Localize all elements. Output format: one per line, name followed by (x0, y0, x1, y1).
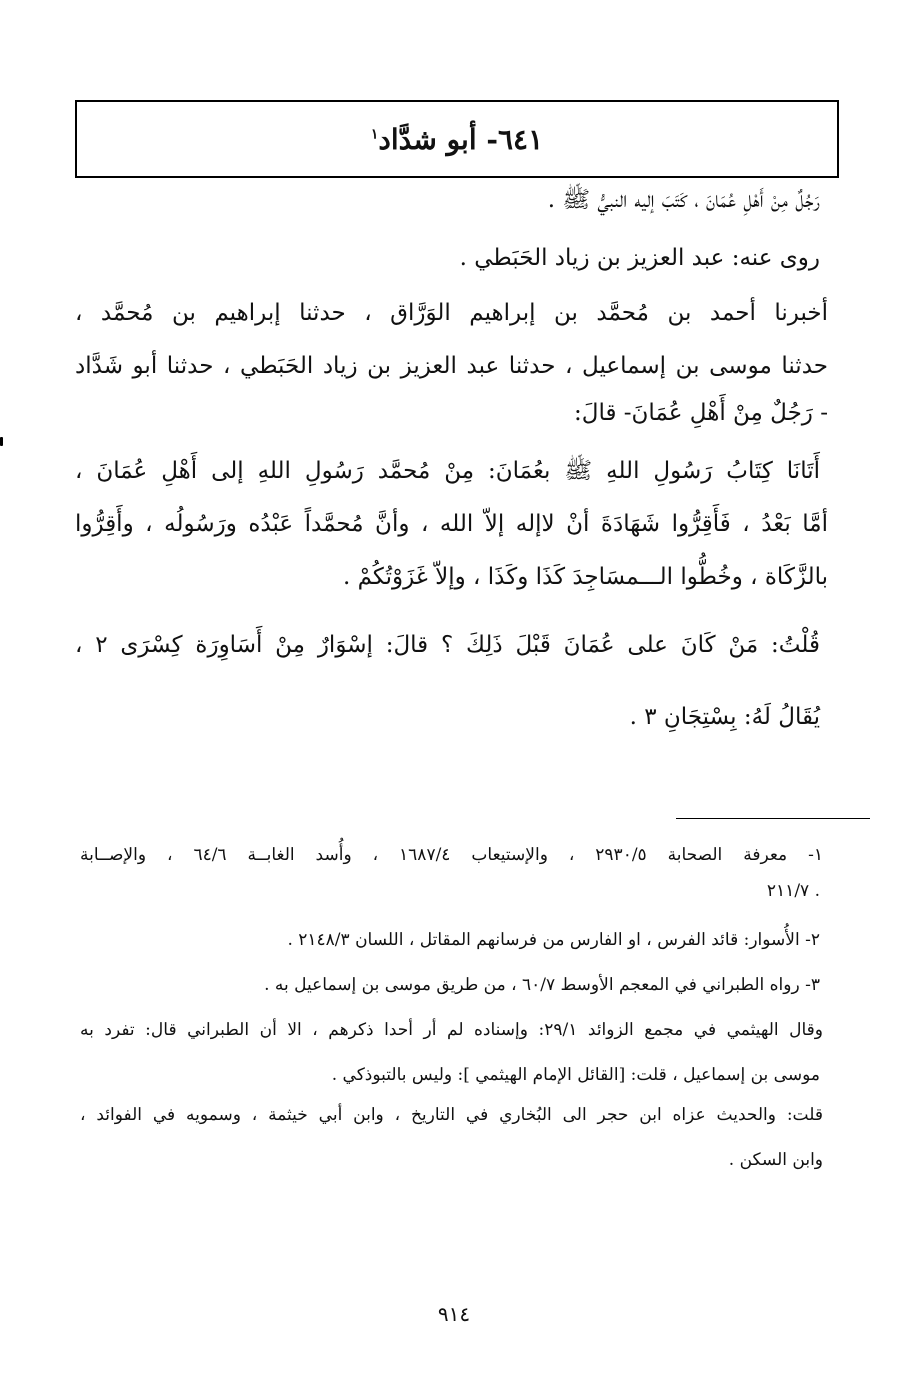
page-number: ٩١٤ (437, 1302, 471, 1326)
title-footnote-mark: ١ (370, 126, 379, 143)
footnote-line: . ٢١١/٧ (766, 881, 820, 901)
body-line: رَجُلٌ مِنْ أَهْلِ عُمَانَ ، كَتَبَ إليه النبيُّ ﷺ . (547, 187, 820, 213)
body-line: روى عنه: عبد العزيز بن زياد الحَبَطي . (459, 245, 820, 271)
body-line: يُقَالُ لَهُ: بِسْتِجَانِ ٣ . (629, 704, 820, 730)
footnote-divider (676, 818, 870, 819)
footnote-line: ٢- الأُسوار: قائد الفرس ، او الفارس من فرسانهم المقاتل ، اللسان ٢١٤٨/٣ . (287, 930, 820, 950)
body-line: بالزَّكَاة ، وخُطُّوا الـــمسَاجِدَ كَذَا وكَذَا ، وإلاّ غَزَوْتُكُمْ . (342, 564, 828, 590)
scan-edge-mark (0, 437, 3, 446)
body-line: قُلْتُ: مَنْ كَانَ على عُمَانَ قَبْلَ ذَلِكَ ؟ قالَ: إسْوَارٌ مِنْ أَسَاوِرَة كِسْرَى ٢ ، (75, 632, 820, 658)
entry-title (371, 123, 543, 156)
body-line: أمَّا بَعْدُ ، فَأَقِرُّوا شَهَادَةَ أنْ لاإله إلاّ الله ، وأنَّ مُحمَّداً عَبْدُه ورَسُولُه ، وأَقِرُّوا (75, 511, 828, 537)
footnote-line: قلت: والحديث عزاه ابن حجر الى البُخاري في التاريخ ، وابن أبي خيثمة ، وسمويه في الفوائد ، (80, 1105, 823, 1125)
footnote-line: موسى بن إسماعيل ، قلت: [القائل الإمام الهيثمي ]: وليس بالتبوذكي . (331, 1065, 820, 1085)
heading-box (75, 100, 839, 178)
footnote-line: ٣- رواه الطبراني في المعجم الأوسط ٦٠/٧ ، من طريق موسى بن إسماعيل به . (264, 975, 820, 995)
body-line: أخبرنا أحمد بن مُحمَّد بن إبراهيم الوَرَّاق ، حدثنا إبراهيم بن مُحمَّد ، (75, 300, 828, 326)
footnote-line: وقال الهيثمي في مجمع الزوائد ٢٩/١: وإسناده لم أر أحدا ذكرهم ، الا أن الطبراني قال: تفرد به (80, 1020, 823, 1040)
footnote-line: ١- معرفة الصحابة ٢٩٣٠/٥ ، والإستيعاب ١٦٨٧/٤ ، وأُسد الغابــة ٦٤/٦ ، والإصــابة (80, 845, 823, 865)
body-line: - رَجُلٌ مِنْ أَهْلِ عُمَانَ- قالَ: (574, 400, 828, 426)
body-line: حدثنا موسى بن إسماعيل ، حدثنا عبد العزيز بن زياد الحَبَطي ، حدثنا أبو شَدَّاد (75, 353, 828, 379)
footnote-line: وابن السكن . (728, 1150, 823, 1170)
body-line: أَتَانَا كِتَابُ رَسُولِ اللهِ ﷺ بعُمَانَ: مِنْ مُحمَّد رَسُولِ اللهِ إلى أَهْلِ عُمَانَ ، (75, 458, 820, 484)
entry-title-text: ٦٤١- أبو شدَّاد (378, 122, 544, 156)
